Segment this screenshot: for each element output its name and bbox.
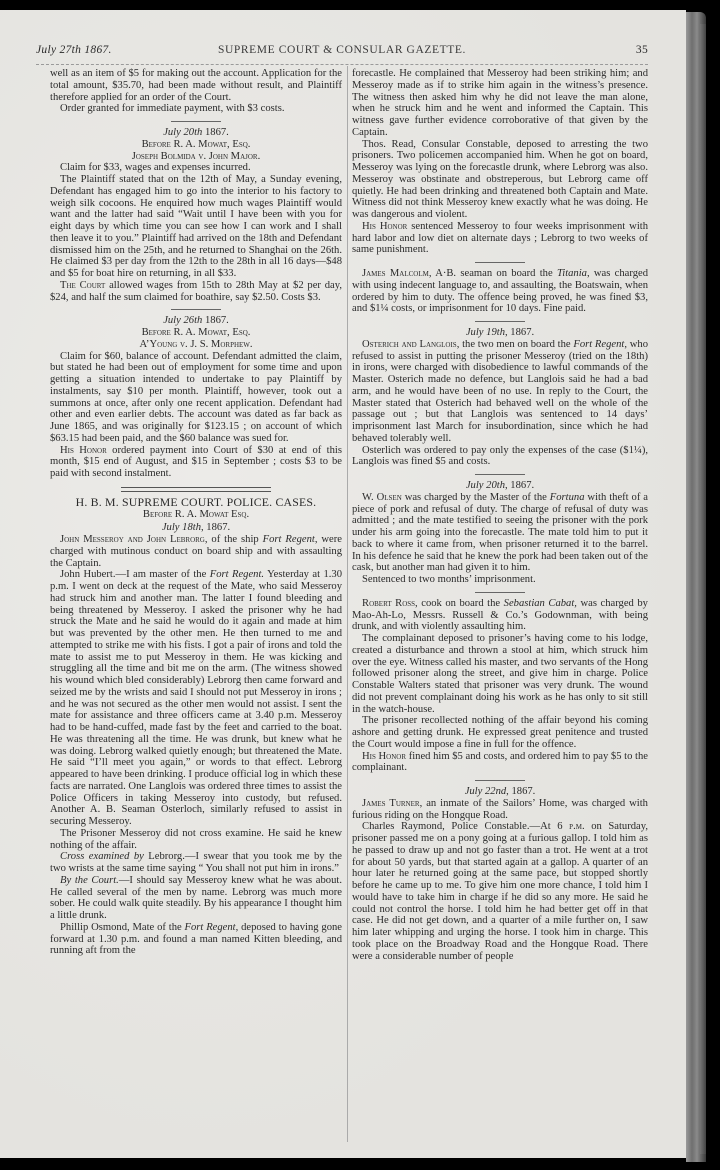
paragraph: By the Court.—I should say Messeroy knew what he was about. He called several of the men by name. Lebrorg was much more sober. He could walk quite steadily. By his appearance I thought him a little drunk. — [50, 874, 342, 921]
case-date: July 20th, 1867. — [465, 480, 535, 491]
section-title: H. B. M. SUPREME COURT. POLICE. CASES. — [75, 494, 317, 509]
paragraph: The complainant deposed to prisoner’s having come to his lodge, created a disturbance and thrown a stool at him, which struck him over the eye. Witness called his master, and two servants of the Hong followed prisoner along the street, and give him in charge. Police Constable Walters stated that prisoner was very drunk. The wound did not prevent complainant doing his work as he has only to sit still in the watch-house. — [352, 633, 648, 715]
column-divider — [347, 66, 348, 1142]
paragraph: His Honor ordered payment into Court of $30 at end of this month, $15 end of August, and $15 in September ; costs $3 to be paid with second instalment. — [50, 444, 342, 479]
paragraph: Claim for $60, balance of account. Defendant admitted the claim, but stated he had been out of employment for some time and upon getting a situation intended to undertake to pay Plaintiff by instalments, say $10 per month. Plaintiff, however, took out a summons at once, after only one recent application. Defendant had other and even earlier debts. The account was dated as far back as June 1865, and was originally for $123.15 ; on account of which $63.15 had been paid, and the $60 balance was sued for. — [50, 350, 342, 444]
paragraph: John Messeroy and John Lebrorg, of the ship Fort Regent, were charged with mutinous conduct on board ship and with assaulting the Captain. — [50, 534, 342, 569]
paragraph: The Plaintiff stated that on the 12th of May, a Sunday evening, Defendant has engaged him to go into the interior to his factory to weigh silk cocoons. He enquired how much wages Plaintiff would want and the latter had said “Wait until I have been with you for eight days by which time you can see how I can work and I shall then leave it to you.” Plaintiff had arrived on the 18th and Defendant dismissed him on the 25th, and he returned to Shanghai on the 26th. He claimed $3 per day from the 12th to the 28th in all 16 days—$48 and $5 for boat hire on returning, in all $33. — [50, 174, 342, 279]
header-date: July 27th 1867. — [36, 44, 112, 56]
case-parties: Joseph Bolmida v. John Major. — [131, 150, 261, 162]
case-date: July 20th 1867. — [163, 127, 229, 138]
header-rule — [36, 64, 648, 65]
paragraph: John Hubert.—I am master of the Fort Regent. Yesterday at 1.30 p.m. I went on deck at the request of the Mate, who said Messeroy had struck him and another man. The latter I found bleeding and being threatened by Messeroy. I asked the prisoner why he had struck the Mate and he said he would do it again and made at him but was prevented by the other men. He then turned to me and attempted to strike me with his fists. I got a pair of irons and told the mate to assist me to put Messeroy in them. He was kicking and struggling all the time and bit me on the arm. (The witness showed his wound which bled considerably) Lebrorg then came forward and seized me by the wrists and said I should not put Messeroy in irons ; and he was not secured as the other men would not assist. I sent the mate for assistance and three officers came at 3.40 p.m. Messeroy had to be hand-cuffed, made fast by the feet and carried to the boat. He was threatening all the time. He was drunk, but knew what he was doing. Lebrorg walked quietly enough; but threatened the Mate. He said “I’ll meet you again,” or words to that effect. Lebrorg appeared to have been drinking. I produce official log in which these facts are narrated. One Langlois was ordered three times to assist the Police Officers in taking Messeroy into custody, but refused. Another A. B. Seaman Osterloch, similarly refused to assist in securing Messeroy. — [50, 569, 343, 827]
paragraph: Sentenced to two months’ imprisonment. — [362, 574, 536, 585]
paragraph: Phillip Osmond, Mate of the Fort Regent, deposed to having gone forward at 1.30 p.m. and found a man named Kitten bleeding, and running aft from the — [50, 921, 342, 957]
running-header — [36, 42, 648, 62]
newspaper-page — [0, 10, 686, 1158]
paragraph: Osterlich was ordered to pay only the expenses of the case ($1¼), Langlois was fined $5 and costs. — [352, 444, 648, 468]
paragraph: Order granted for immediate payment, with $3 costs. — [60, 103, 285, 115]
paragraph: His Honor sentenced Messeroy to four weeks imprisonment with hard labor and low diet on alternate days ; Lebrorg to two weeks of same punishment. — [352, 220, 649, 256]
case-before: Before R. A. Mowat, Esq. — [141, 327, 251, 338]
paragraph: forecastle. He complained that Messeroy had been striking him; and Messeroy made as if to strike him again in the witness’s presence. The witness then asked him why he did not leave the man alone, when he struck him and he went and informed the Captain. This witness gave further evidence corroborative of that given by the Captain. — [352, 68, 648, 138]
paragraph: James Turner, an inmate of the Sailors’ Home, was charged with furious riding on the Hongque Road. — [352, 797, 648, 821]
case-date: July 26th 1867. — [163, 315, 229, 327]
book-spine-shadow — [700, 24, 706, 1154]
case-before: Before R. A. Mowat Esq. — [142, 508, 250, 520]
separator — [171, 121, 221, 122]
paragraph: Robert Ross, cook on board the Sebastian Cabat, was charged by Mao-Ah-Lo, Messrs. Russell & Co.’s Godownman, with being drunk, and with violently assaulting him. — [352, 597, 648, 633]
separator — [475, 474, 525, 475]
paragraph: Thos. Read, Consular Constable, deposed to arresting the two prisoners. Two policemen accompanied him. When he got on board, Messeroy was lying on the forecastle drunk, where Lebrorg was also. Messeroy was obstinate and obstreperous, but Lebrorg came off quietly. He had been drinking and threatened both Captain and Mate. Witness did not think Messeroy knew exactly what he was doing. He was dangerous and violent. — [352, 138, 648, 220]
publication-title: SUPREME COURT & CONSULAR GAZETTE. — [218, 44, 466, 56]
left-column — [50, 68, 342, 957]
case-date: July 19th, 1867. — [465, 327, 535, 338]
paragraph: The prisoner recollected nothing of the affair beyond his coming ashore and getting drunk. He expressed great penitence and trusted the Court would impose a fine in full for the offence. — [352, 715, 648, 750]
paragraph: Claim for $33, wages and expenses incurred. — [60, 162, 251, 174]
paragraph: well as an item of $5 for making out the account. Application for the total amount, $35.70, had been made without result, and Plaintiff therefore applied for an order of the Court. — [50, 68, 342, 103]
paragraph: Cross examined by Lebrorg.—I swear that you took me by the two wrists at the same time saying “ You shall not put him in irons.” — [50, 851, 342, 874]
separator — [475, 780, 525, 781]
section-separator — [121, 487, 271, 492]
case-date: July 22nd, 1867. — [464, 786, 536, 797]
case-parties: A’Young v. J. S. Morphew. — [139, 338, 253, 350]
paragraph: Charles Raymond, Police Constable.—At 6 p.m. on Saturday, prisoner passed me on a pony going at a furious gallop. I told him as he passed to draw up and not go faster than a trot. He went at a trot for about 50 yards, but that started again at a gallop. A quarter of an hour later he returned going at the same pace, but stopped shortly before he came up to me. To give him one more chance, I told him I would have to take him in charge if he did so any more. He said he could not control the horse. I told him he had better get off in that case. He did not get down, and a quarter of a mile further on, I saw him later whipping and urging the horse. I took him in charge. This took place on the Broadway Road and the Hongque Road. There were a considerable number of people — [352, 821, 648, 962]
paragraph: Osterich and Langlois, the two men on board the Fort Regent, who refused to assist in putting the prisoner Messeroy (tried on the 18th) in irons, were charged with disobedience to lawful commands of the Master. Osterich made no defence, but Langlois said he had a bad arm, and he would have been of no use. In reply to the Court, the Master stated that Osterich had behaved well on the whole of the passage out ; but that Langlois was sentenced to 14 days’ imprisonment last March for insubordination, since which he had behaved tolerably well. — [352, 338, 648, 444]
page-number: 35 — [635, 44, 648, 56]
case-before: Before R. A. Mowat, Esq. — [141, 138, 251, 150]
separator — [475, 262, 525, 263]
paragraph: W. Olsen was charged by the Master of the Fortuna with theft of a piece of pork and refusal of duty. The charge of refusal of duty was admitted ; and the mate testified to seeing the prisoner with the pork under his arm going into the forecastle. The mate told him to put it back to where it came from, when prisoner returned it to the barrel. In his defence he said that he knew the pork had been taken out of the cask, but another man had given it to him. — [352, 491, 649, 574]
paragraph: His Honor fined him $5 and costs, and ordered him to pay $5 to the complainant. — [352, 750, 649, 774]
paragraph: The Court allowed wages from 15th to 28th May at $2 per day, $24, and half the sum claimed for boathire, say $2.50. Costs $3. — [50, 279, 342, 303]
separator — [475, 592, 525, 593]
right-column — [352, 68, 648, 962]
case-date: July 18th, 1867. — [161, 522, 231, 534]
separator — [475, 321, 525, 322]
separator — [171, 309, 221, 310]
paragraph: The Prisoner Messeroy did not cross examine. He said he knew nothing of the affair. — [50, 827, 342, 851]
paragraph: James Malcolm, A·B. seaman on board the Titania, was charged with using indecent language to, and assaulting, the Boatswain, when ordered by him to duty. The offence being proved, he was fined $3, and $1¼ costs, or imprisonment for 10 days. Fine paid. — [352, 268, 648, 315]
